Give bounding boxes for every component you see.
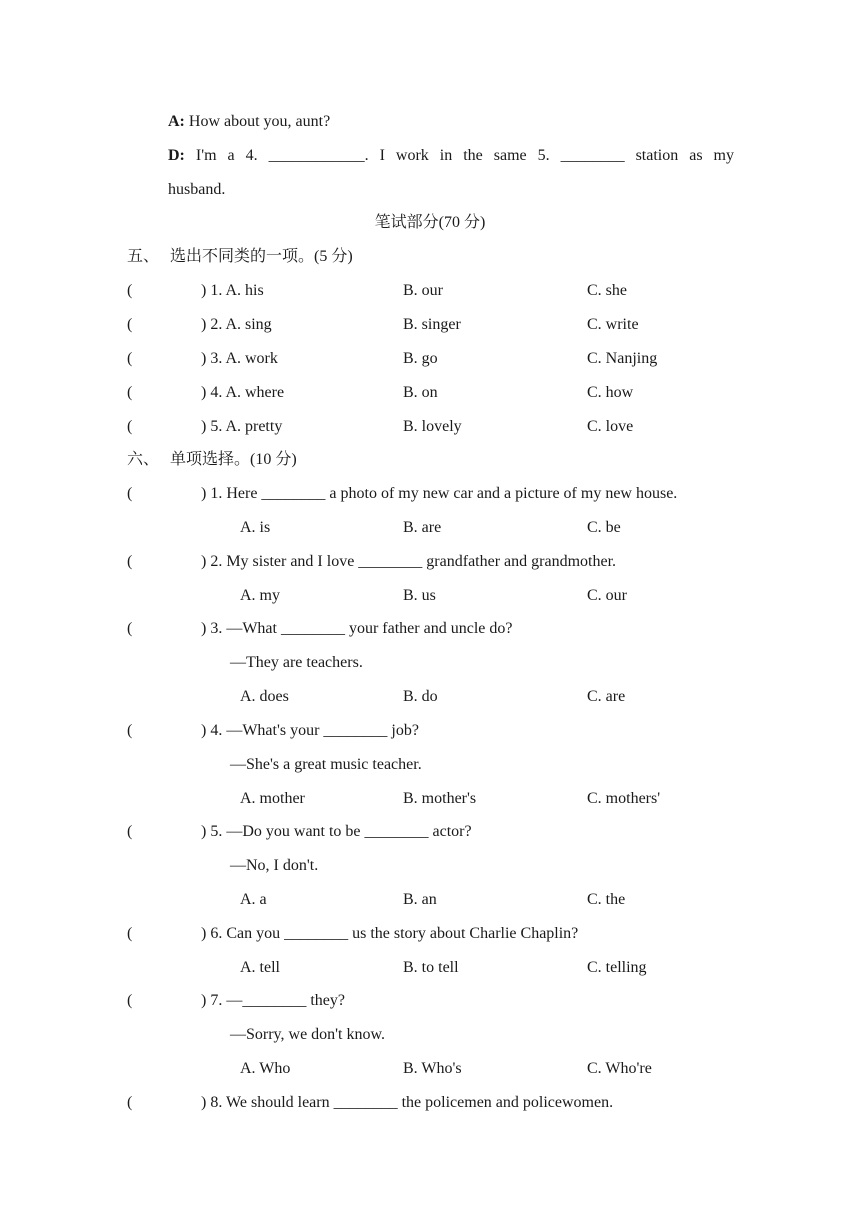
dialogue-reply: —They are teachers. bbox=[230, 654, 363, 671]
option-c: C. our bbox=[587, 587, 627, 604]
dialogue-word: I'm bbox=[195, 147, 217, 164]
question-option-a: ) 4. A. where bbox=[201, 384, 285, 401]
question-stem: ) 4. —What's your ________ job? bbox=[201, 722, 419, 739]
option-b: B. an bbox=[403, 891, 437, 908]
speaker-a-text: How about you, aunt? bbox=[188, 113, 331, 130]
dialogue-word: 4. bbox=[245, 147, 258, 164]
dialogue-word: in bbox=[439, 147, 453, 164]
answer-paren-open: ( bbox=[127, 992, 133, 1009]
option-a: A. a bbox=[240, 891, 267, 908]
option-a: A. Who bbox=[240, 1060, 291, 1077]
answer-paren-open: ( bbox=[127, 384, 133, 401]
question-stem: ) 6. Can you ________ us the story about Charlie Chaplin? bbox=[201, 925, 579, 942]
answer-paren-open: ( bbox=[127, 722, 133, 739]
option-b: B. us bbox=[403, 587, 436, 604]
option-c: C. write bbox=[587, 316, 639, 333]
dialogue-word: 5. bbox=[537, 147, 550, 164]
section-title: 选出不同类的一项。(5 分) bbox=[170, 248, 353, 265]
answer-paren-open: ( bbox=[127, 282, 133, 299]
option-b: B. lovely bbox=[403, 418, 462, 435]
question-option-a: ) 2. A. sing bbox=[201, 316, 272, 333]
dialogue-word: same bbox=[493, 147, 527, 164]
dialogue-reply: —She's a great music teacher. bbox=[230, 756, 422, 773]
option-a: A. my bbox=[240, 587, 280, 604]
option-a: A. is bbox=[240, 519, 271, 536]
option-b: B. singer bbox=[403, 316, 461, 333]
dialogue-line-d-cont: husband. bbox=[168, 181, 226, 198]
question-option-a: ) 5. A. pretty bbox=[201, 418, 283, 435]
answer-paren-open: ( bbox=[127, 925, 133, 942]
answer-paren-open: ( bbox=[127, 553, 133, 570]
option-c: C. mothers' bbox=[587, 790, 661, 807]
option-c: C. the bbox=[587, 891, 626, 908]
question-stem: ) 2. My sister and I love ________ grandfather and grandmother. bbox=[201, 553, 617, 570]
question-stem: ) 3. —What ________ your father and uncle do? bbox=[201, 620, 513, 637]
option-c: C. are bbox=[587, 688, 626, 705]
answer-paren-open: ( bbox=[127, 620, 133, 637]
option-a: A. mother bbox=[240, 790, 305, 807]
answer-paren-open: ( bbox=[127, 316, 133, 333]
written-part-title: 笔试部分(70 分) bbox=[374, 214, 486, 231]
option-c: C. she bbox=[587, 282, 627, 299]
dialogue-reply: —Sorry, we don't know. bbox=[230, 1026, 386, 1043]
option-b: B. Who's bbox=[403, 1060, 462, 1077]
speaker-a-label: A: bbox=[168, 113, 185, 130]
dialogue-word: I bbox=[379, 147, 385, 164]
option-b: B. to tell bbox=[403, 959, 459, 976]
option-a: A. tell bbox=[240, 959, 280, 976]
section-number: 五、 bbox=[127, 248, 160, 265]
question-option-a: ) 3. A. work bbox=[201, 350, 278, 367]
section-title: 单项选择。(10 分) bbox=[170, 451, 297, 468]
answer-paren-open: ( bbox=[127, 485, 133, 502]
option-b: B. mother's bbox=[403, 790, 477, 807]
option-c: C. how bbox=[587, 384, 634, 401]
question-option-a: ) 1. A. his bbox=[201, 282, 264, 299]
option-b: B. on bbox=[403, 384, 438, 401]
option-b: B. our bbox=[403, 282, 443, 299]
section-number: 六、 bbox=[127, 451, 160, 468]
dialogue-word: as bbox=[689, 147, 703, 164]
dialogue-word: the bbox=[463, 147, 483, 164]
option-c: C. telling bbox=[587, 959, 647, 976]
option-c: C. be bbox=[587, 519, 621, 536]
answer-paren-open: ( bbox=[127, 350, 133, 367]
option-a: A. does bbox=[240, 688, 289, 705]
dialogue-word: work bbox=[395, 147, 429, 164]
option-c: C. Who're bbox=[587, 1060, 652, 1077]
question-stem: ) 5. —Do you want to be ________ actor? bbox=[201, 823, 472, 840]
option-b: B. are bbox=[403, 519, 442, 536]
option-c: C. Nanjing bbox=[587, 350, 658, 367]
dialogue-word: a bbox=[227, 147, 235, 164]
answer-paren-open: ( bbox=[127, 418, 133, 435]
dialogue-word: station bbox=[635, 147, 679, 164]
speaker-d-label: D: bbox=[168, 147, 185, 164]
dialogue-line-a bbox=[168, 112, 330, 132]
blank-5: ________ bbox=[560, 147, 625, 164]
dialogue-line-d bbox=[168, 146, 734, 166]
dialogue-reply: —No, I don't. bbox=[230, 857, 319, 874]
answer-paren-open: ( bbox=[127, 823, 133, 840]
question-stem: ) 1. Here ________ a photo of my new car and a picture of my new house. bbox=[201, 485, 678, 502]
dialogue-word: my bbox=[713, 147, 734, 164]
answer-paren-open: ( bbox=[127, 1094, 133, 1111]
blank-4: ____________. bbox=[268, 147, 369, 164]
option-b: B. do bbox=[403, 688, 438, 705]
option-b: B. go bbox=[403, 350, 438, 367]
question-stem: ) 8. We should learn ________ the policemen and policewomen. bbox=[201, 1094, 614, 1111]
question-stem: ) 7. —________ they? bbox=[201, 992, 345, 1009]
option-c: C. love bbox=[587, 418, 634, 435]
